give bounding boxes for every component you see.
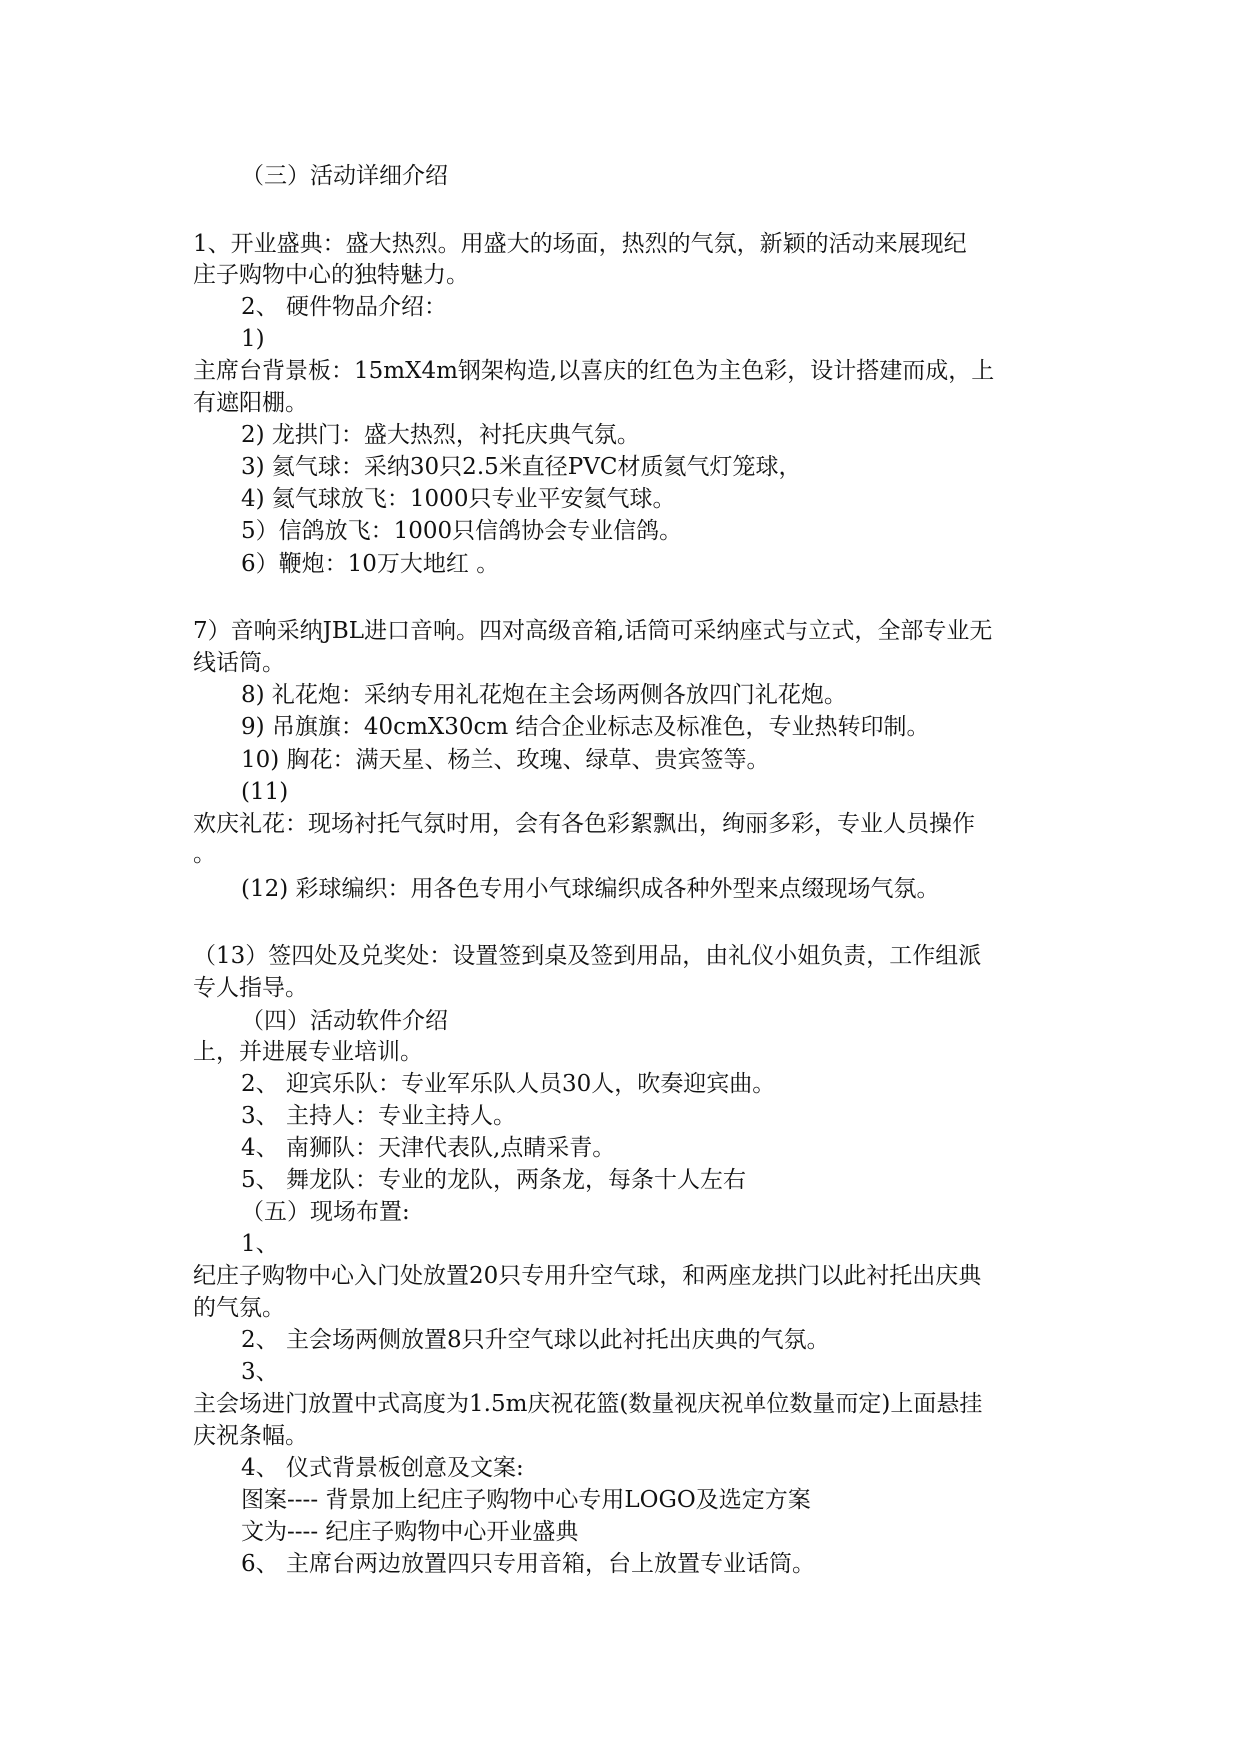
text-line: 图案---- 背景加上纪庄子购物中心专用LOGO及选定方案	[241, 1487, 811, 1513]
text-line: 3、 主持人：专业主持人。	[241, 1103, 516, 1129]
text-line: 9) 吊旗旗：40cmX30cm 结合企业标志及标准色，专业热转印制。	[241, 714, 930, 740]
text-line: 1、	[241, 1231, 279, 1257]
text-line: 专人指导。	[193, 975, 308, 1001]
text-line: （13）签四处及兑奖处：设置签到桌及签到用品，由礼仪小姐负责，工作组派	[193, 943, 982, 969]
text-line: 8) 礼花炮：采纳专用礼花炮在主会场两侧各放四门礼花炮。	[241, 682, 847, 708]
text-line: 6）鞭炮：10万大地红 。	[241, 551, 500, 577]
text-line: 主会场进门放置中式高度为1.5m庆祝花篮(数量视庆祝单位数量而定)上面悬挂	[193, 1391, 983, 1417]
text-line: 5、 舞龙队：专业的龙队，两条龙，每条十人左右	[241, 1167, 746, 1193]
text-line: 5）信鸽放飞：1000只信鸽协会专业信鸽。	[241, 518, 683, 544]
text-line: 主席台背景板：15mX4m钢架构造,以喜庆的红色为主色彩，设计搭建而成，上	[193, 358, 995, 384]
text-line: 的气氛。	[193, 1295, 285, 1321]
text-line: 3、	[241, 1359, 279, 1385]
text-line: 1)	[241, 326, 265, 352]
text-line: 文为---- 纪庄子购物中心开业盛典	[241, 1519, 579, 1545]
text-line: 6、 主席台两边放置四只专用音箱，台上放置专业话筒。	[241, 1551, 815, 1577]
text-line: 3) 氦气球：采纳30只2.5米直径PVC材质氦气灯笼球，	[241, 454, 802, 480]
text-line: (12) 彩球编织：用各色专用小气球编织成各种外型来点缀现场气氛。	[241, 876, 940, 902]
section-heading-3: （三）活动详细介绍	[241, 163, 448, 189]
text-line: 4、 南狮队：天津代表队,点睛采青。	[241, 1135, 616, 1161]
text-line: 上，并进展专业培训。	[193, 1039, 423, 1065]
text-line: 2、 迎宾乐队：专业军乐队人员30人，吹奏迎宾曲。	[241, 1071, 776, 1097]
text-line: 4) 氦气球放飞：1000只专业平安氦气球。	[241, 486, 676, 512]
text-line: 7）音响采纳JBL进口音响。四对高级音箱,话筒可采纳座式与立式，全部专业无	[193, 618, 993, 644]
text-line: 线话筒。	[193, 650, 285, 676]
text-line: 庄子购物中心的独特魅力。	[193, 262, 469, 288]
text-line: (11)	[241, 779, 289, 805]
text-line: 欢庆礼花：现场衬托气氛时用，会有各色彩絮飘出，绚丽多彩，专业人员操作	[193, 811, 975, 837]
text-line: 4、 仪式背景板创意及文案:	[241, 1455, 524, 1481]
text-line: 纪庄子购物中心入门处放置20只专用升空气球，和两座龙拱门以此衬托出庆典	[193, 1263, 982, 1289]
text-line: 有遮阳棚。	[193, 390, 308, 416]
section-heading-5: （五）现场布置:	[241, 1199, 410, 1225]
text-line: 2、 主会场两侧放置8只升空气球以此衬托出庆典的气氛。	[241, 1327, 830, 1353]
text-line: 2、 硬件物品介绍：	[241, 294, 447, 320]
section-heading-4: （四）活动软件介绍	[241, 1008, 448, 1034]
text-line: 。	[193, 841, 216, 867]
text-line: 庆祝条幅。	[193, 1423, 308, 1449]
text-line: 2) 龙拱门：盛大热烈，衬托庆典气氛。	[241, 422, 640, 448]
text-line: 10) 胸花：满天星、杨兰、玫瑰、绿草、贵宾签等。	[241, 747, 770, 773]
text-line: 1、开业盛典：盛大热烈。用盛大的场面，热烈的气氛，新颖的活动来展现纪	[193, 231, 967, 257]
